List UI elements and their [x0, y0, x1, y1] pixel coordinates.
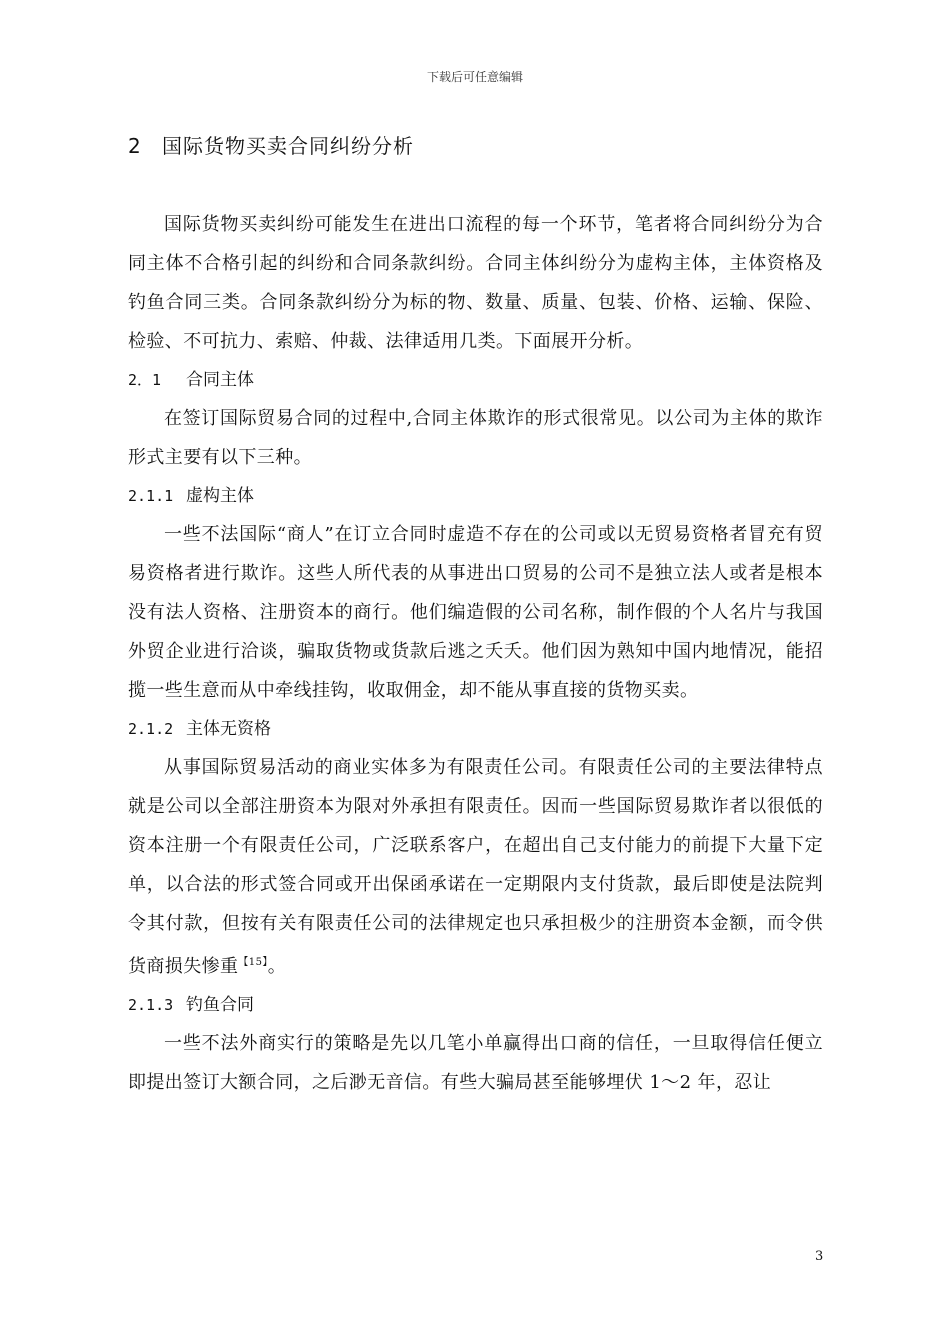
section-heading-2-1 — [128, 361, 823, 399]
paragraph-2-1-3: 一些不法外商实行的策略是先以几笔小单赢得出口商的信任，一旦取得信任便立即提出签订大额合同，之后渺无音信。有些大骗局甚至能够埋伏 1～2 年，忍让 — [128, 1033, 823, 1093]
section-title: 虚构主体 — [186, 486, 254, 506]
paragraph-text: 从事国际贸易活动的商业实体多为有限责任公司。有限责任公司的主要法律特点就是公司以全部注册资本为限对外承担有限责任。因而一些国际贸易欺诈者以很低的资本注册一个有限责任公司，广泛联系客户，在超出自己支付能力的前提下大量下定单，以合法的形式签合同或开出保函承诺在一定期限内支付货款，最后即使是法院判令其付款，但按有关有限责任公司的法律规定也只承担极少的注册资本金额，而令供货商损失惨重 — [128, 757, 823, 977]
page-header: 下载后可任意编辑 — [426, 70, 523, 84]
page-number: 3 — [815, 1249, 824, 1264]
paragraph-2-1-2 — [128, 748, 823, 986]
paragraph-2-1: 在签订国际贸易合同的过程中,合同主体欺诈的形式很常见。以公司为主体的欺诈形式主要有以下三种。 — [128, 408, 823, 468]
section-number: 2.1.1 — [128, 487, 174, 505]
section-title: 钓鱼合同 — [186, 995, 254, 1015]
citation-ref: 【15】 — [238, 957, 268, 968]
body-content — [128, 205, 823, 1102]
section-number: 2.1.2 — [128, 720, 174, 738]
section-number: 2.1.3 — [128, 996, 174, 1014]
chapter-title: 国际货物买卖合同纠纷分析 — [162, 134, 414, 158]
paragraph-2-1-1: 一些不法国际“商人”在订立合同时虚造不存在的公司或以无贸易资格者冒充有贸易资格者进行欺诈。这些人所代表的从事进出口贸易的公司不是独立法人或者是根本没有法人资格、注册资本的商行。他们编造假的公司名称，制作假的个人名片与我国外贸企业进行洽谈，骗取货物或货款后逃之夭夭。他们因为熟知中国内地情况，能招揽一些生意而从中牵线挂钩，收取佣金，却不能从事直接的货物买卖。 — [128, 524, 823, 701]
section-number: 2．1 — [128, 371, 162, 389]
chapter-number: 2 — [128, 134, 142, 158]
intro-paragraph: 国际货物买卖纠纷可能发生在进出口流程的每一个环节，笔者将合同纠纷分为合同主体不合格引起的纠纷和合同条款纠纷。合同主体纠纷分为虚构主体，主体资格及钓鱼合同三类。合同条款纠纷分为标的物、数量、质量、包装、价格、运输、保险、检验、不可抗力、索赔、仲裁、法律适用几类。下面展开分析。 — [128, 214, 823, 352]
paragraph-end: 。 — [267, 956, 287, 977]
chapter-heading — [128, 130, 414, 159]
section-heading-2-1-2 — [128, 710, 823, 748]
section-heading-2-1-1 — [128, 477, 823, 515]
section-title: 合同主体 — [186, 370, 254, 390]
section-heading-2-1-3 — [128, 986, 823, 1024]
section-title: 主体无资格 — [186, 719, 271, 739]
